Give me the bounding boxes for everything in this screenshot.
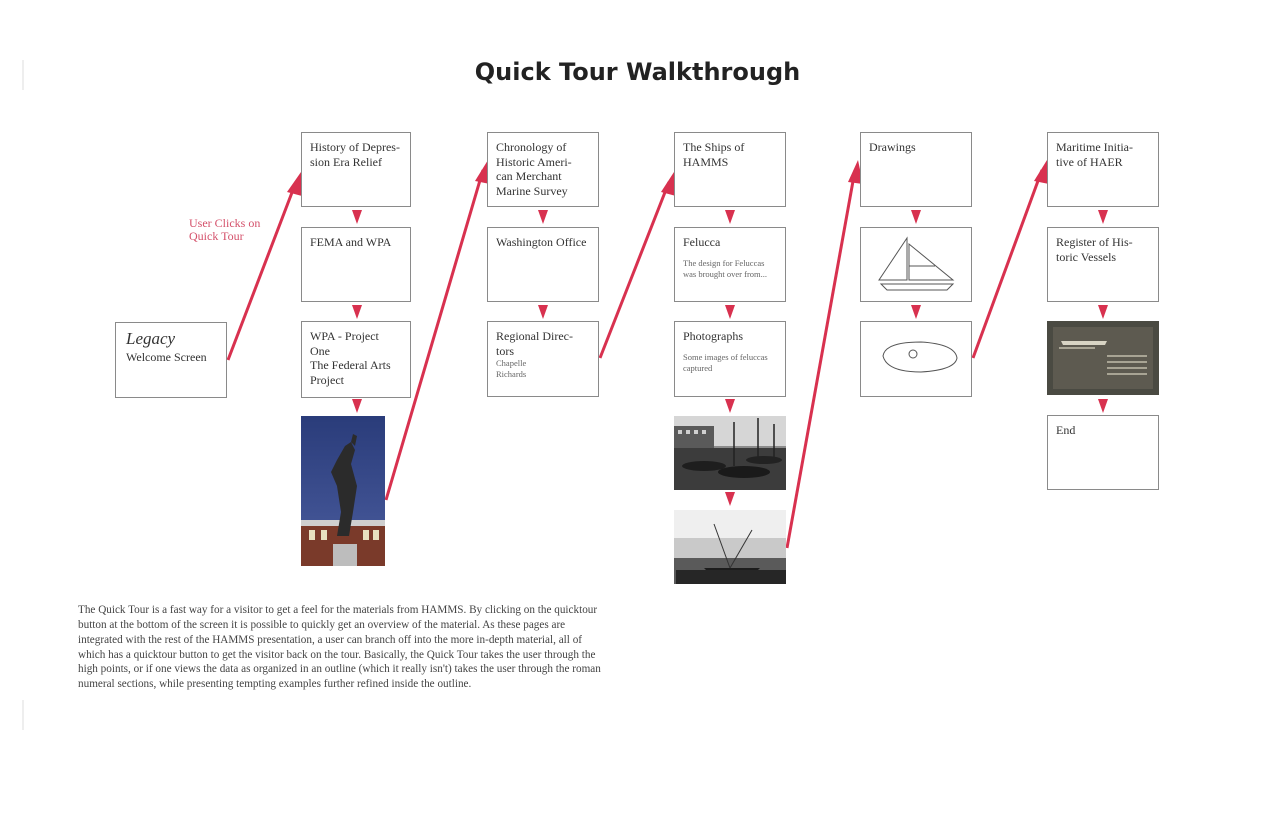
node-regional-directors[interactable] xyxy=(487,321,599,397)
node-ships-of-hamms[interactable] xyxy=(674,132,786,207)
page-title: Quick Tour Walkthrough xyxy=(474,58,801,86)
node-maritime-initiative-haer[interactable] xyxy=(1047,132,1159,207)
node-felucca[interactable] xyxy=(674,227,786,302)
down-arrow xyxy=(352,399,362,413)
down-arrow xyxy=(1098,305,1108,319)
plaque-photo xyxy=(1047,321,1159,395)
down-arrow xyxy=(725,492,735,506)
legacy-subtitle: Welcome Screen xyxy=(126,349,207,364)
node-label: WPA - Project One The Federal Arts Project xyxy=(310,329,391,387)
down-arrow xyxy=(1098,210,1108,224)
down-arrow xyxy=(725,210,735,224)
node-fema-and-wpa[interactable] xyxy=(301,227,411,302)
arrow-photo-to-drawings xyxy=(787,170,855,548)
node-label: Maritime Initia- tive of HAER xyxy=(1056,140,1133,169)
node-label: Regional Direc- tors xyxy=(496,329,573,358)
felucca-photo xyxy=(674,510,786,584)
sailboat-drawing xyxy=(860,227,972,302)
down-arrow xyxy=(911,305,921,319)
node-sublabel: The design for Feluccas was brought over from... xyxy=(683,257,768,279)
down-arrow xyxy=(1098,399,1108,413)
node-label: Washington Office xyxy=(496,235,587,249)
node-washington-office[interactable] xyxy=(487,227,599,302)
arrowhead xyxy=(287,172,302,196)
node-label: FEMA and WPA xyxy=(310,235,392,249)
hull-drawing xyxy=(860,321,972,397)
node-label: Register of His- toric Vessels xyxy=(1056,235,1133,264)
annotation-line-1: User Clicks on xyxy=(189,216,261,230)
legacy-title: Legacy xyxy=(126,329,176,348)
node-register-historic-vessels[interactable] xyxy=(1047,227,1159,302)
node-label: Chronology of Historic Ameri- can Merchant Marine Survey xyxy=(496,140,572,198)
node-label: Photographs xyxy=(683,329,743,343)
node-label: Drawings xyxy=(869,140,916,154)
statue-photo xyxy=(301,416,385,566)
down-arrow xyxy=(538,210,548,224)
arrow-hull-to-maritime xyxy=(973,170,1042,358)
down-arrow xyxy=(352,305,362,319)
down-arrow xyxy=(725,305,735,319)
down-arrow xyxy=(911,210,921,224)
node-end[interactable] xyxy=(1047,415,1159,490)
node-wpa-project-one[interactable] xyxy=(301,321,411,398)
node-label: History of Depres- sion Era Relief xyxy=(310,140,400,169)
annotation-line-2: Quick Tour xyxy=(189,229,244,243)
node-label: Felucca xyxy=(683,235,721,249)
node-label: End xyxy=(1056,423,1076,437)
node-sublabel: Some images of feluccas captured xyxy=(683,351,768,373)
harbor-photo xyxy=(674,416,786,490)
legacy-welcome-node[interactable] xyxy=(115,322,227,398)
node-drawings[interactable] xyxy=(860,132,972,207)
node-chronology-survey[interactable] xyxy=(487,132,599,207)
description-paragraph: The Quick Tour is a fast way for a visitor to get a feel for the materials from HAMMS. By clicking on the quicktour button at the bottom of the screen it is possible to quickly get an overview of the material. As these pages are integrated with the rest of the HAMMS presentation, a user can branch off into the more in-depth material, all of which has a quicktour button to get the visitor back on the tour. Basically, the Quick Tour takes the user through the high points, or if one views the data as organized in an outline (which it really isn't) takes the user through the roman numeral sections, while presenting tempting examples further refined inside the outline. xyxy=(78,604,601,691)
user-clicks-annotation xyxy=(189,217,260,243)
down-arrow xyxy=(352,210,362,224)
arrow-regional-to-ships xyxy=(600,182,669,358)
node-sublabel: Chapelle Richards xyxy=(496,358,527,379)
arrow-legacy-to-history xyxy=(228,182,296,360)
node-history-of-depression-era-relief[interactable] xyxy=(301,132,411,207)
node-photographs[interactable] xyxy=(674,321,786,397)
node-label: The Ships of HAMMS xyxy=(683,140,745,169)
down-arrow xyxy=(538,305,548,319)
down-arrow xyxy=(725,399,735,413)
